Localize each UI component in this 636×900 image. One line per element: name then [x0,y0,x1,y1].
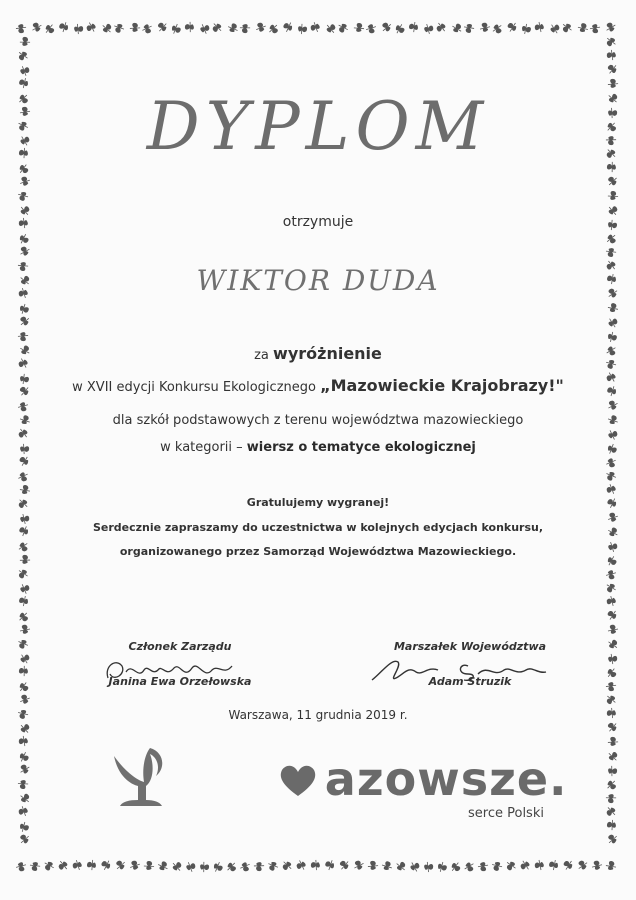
border-leaf [18,833,31,846]
border-leaf [608,78,619,88]
border-leaf [17,332,28,342]
congrats-text: Gratulujemy wygranej! [246,496,390,509]
border-leaf [18,665,29,677]
border-leaf [463,22,475,34]
border-leaf [18,402,29,412]
border-leaf [74,24,84,35]
slogan: serce Polski [468,806,544,821]
signature-right [360,640,580,688]
category-prefix: w kategorii – [160,440,247,455]
border-leaf [436,861,448,874]
border-leaf [310,859,320,870]
border-leaf [253,861,264,872]
border-leaf [491,23,504,35]
border-leaf [43,23,56,36]
border-leaf [239,861,251,872]
border-leaf [535,860,544,870]
border-leaf [548,858,560,871]
border-leaf [576,859,589,871]
border-leaf [101,22,114,35]
signature-left [70,640,290,688]
border-leaf [130,22,141,32]
scope-line: dla szkół podstawowych z terenu województwa mazowieckiego [112,413,524,428]
border-leaf [18,315,31,328]
border-leaf [225,861,238,874]
border-leaf [171,860,184,873]
border-leaf [604,21,616,33]
border-leaf [605,793,617,804]
border-leaf [490,860,503,872]
border-leaf [297,23,308,35]
border-leaf [607,302,620,314]
border-leaf [199,23,210,35]
border-leaf [535,22,544,32]
border-leaf [129,860,140,870]
border-leaf [561,858,574,871]
border-leaf [606,638,619,651]
border-leaf [338,858,351,871]
border-leaf [449,860,462,873]
border-leaf [114,859,127,872]
award-line [0,344,636,363]
contest-logo-icon [108,742,178,812]
border-leaf [31,21,43,33]
border-leaf [16,862,27,872]
border-leaf [549,22,561,35]
border-leaf [255,22,266,33]
border-leaf [85,21,96,33]
border-leaf [590,24,600,33]
border-leaf [29,861,41,873]
category-name: wiersz o tematyce ekologicznej [246,440,476,455]
border-leaf [519,859,531,872]
border-leaf [310,22,320,33]
border-leaf [605,247,617,259]
edition-prefix: w XVII edycji Konkursu Ekologicznego [72,380,321,395]
border-leaf [210,21,223,34]
border-leaf [435,21,447,34]
border-leaf [607,750,620,763]
contest-name: „Mazowieckie Krajobrazy!" [320,376,564,395]
border-leaf [606,682,617,692]
diploma-title: DYPLOM [146,88,490,165]
border-leaf [280,859,293,872]
border-leaf [227,21,240,34]
border-leaf [184,21,195,32]
border-leaf [17,751,30,764]
border-leaf [353,22,365,33]
border-leaf [42,859,55,872]
border-leaf [608,625,618,634]
border-leaf [86,859,97,871]
border-leaf [607,316,619,329]
border-leaf [16,567,29,580]
border-leaf [605,779,618,792]
border-leaf [605,666,618,679]
border-leaf [607,399,619,410]
border-leaf [17,680,30,693]
border-leaf [409,861,421,873]
border-leaf [325,22,338,35]
border-leaf [605,608,618,621]
border-leaf [17,427,29,440]
border-leaf [368,860,379,870]
border-leaf [607,190,619,201]
border-leaf [19,694,30,705]
border-leaf [424,862,434,873]
award-prefix: za [254,348,274,363]
border-leaf [560,21,573,34]
border-leaf [366,24,377,34]
right-signer-role: Marszałek Województwa [393,640,547,653]
border-leaf [606,570,617,580]
border-leaf [607,765,618,776]
border-leaf [480,23,490,32]
border-leaf [478,862,488,871]
border-leaf [239,23,251,34]
border-leaf [604,469,617,482]
border-leaf [408,21,420,33]
border-leaf [393,22,406,35]
contest-line [0,376,636,395]
mazowsze-logo [278,752,568,806]
border-leaf [18,821,30,834]
border-leaf [606,720,619,733]
border-leaf [19,176,30,186]
border-leaf [266,860,279,873]
border-leaf [607,596,616,606]
border-leaf [17,471,29,482]
border-leaf [607,50,617,61]
border-leaf [199,861,210,873]
border-leaf [156,20,169,33]
border-leaf [157,859,170,872]
border-leaf [18,594,30,607]
border-leaf [72,860,82,871]
border-leaf [57,859,70,872]
border-leaf [605,457,617,468]
border-leaf [20,65,31,76]
border-leaf [353,859,365,870]
border-leaf [170,23,183,36]
border-leaf [607,429,618,441]
border-leaf [99,858,112,871]
mazowsze-logo-text: azowsze. [324,752,568,806]
left-signer-name: Janina Ewa Orzełowska [108,675,252,688]
border-leaf [605,860,617,872]
border-leaf [592,861,602,870]
border-leaf [604,693,617,706]
place-and-date: Warszawa, 11 grudnia 2019 r. [228,708,408,722]
recipient-name: WIKTOR DUDA [196,264,440,297]
border-leaf [17,454,30,467]
border-leaf [281,20,294,33]
border-leaf [606,62,619,75]
border-leaf [577,22,590,34]
border-leaf [18,303,31,316]
border-leaf [19,583,30,595]
border-leaf [505,20,518,33]
border-leaf [608,736,619,746]
border-leaf [504,859,517,872]
border-leaf [17,233,30,246]
left-signer-role: Członek Zarządu [128,640,232,653]
border-leaf [380,21,393,34]
award-name: wyróżnienie [273,344,382,363]
border-leaf [450,21,463,34]
border-leaf [17,779,29,790]
border-leaf [463,861,475,873]
border-leaf [141,23,153,34]
border-leaf [18,806,28,817]
border-leaf [267,23,280,36]
border-leaf [17,611,30,624]
invite-text: Serdecznie zapraszamy do uczestnictwa w kolejnych edycjach konkursu, [92,521,544,534]
border-leaf [58,20,71,33]
organizer-text: organizowanego przez Samorząd Województwa Mazowieckiego. [119,545,517,558]
border-leaf [604,35,617,48]
border-leaf [381,860,394,873]
border-leaf [604,805,617,818]
border-leaf [20,625,30,634]
receives-text: otrzymuje [282,214,354,230]
border-leaf [606,833,619,846]
border-leaf [19,652,31,665]
border-leaf [16,190,29,202]
border-leaf [605,233,618,246]
border-leaf [211,861,224,874]
border-leaf [606,174,619,187]
border-leaf [18,763,30,775]
border-leaf [16,24,27,34]
border-leaf [18,792,31,805]
border-leaf [606,331,618,344]
border-leaf [19,245,31,257]
border-leaf [324,858,337,871]
border-leaf [143,860,155,871]
border-leaf [19,736,28,746]
border-leaf [112,22,125,35]
border-leaf [296,859,307,871]
border-leaf [395,860,408,873]
border-leaf [16,49,29,62]
border-leaf [604,581,617,594]
border-leaf [19,722,32,735]
border-leaf [608,654,617,664]
left-handwritten-signature [100,652,250,688]
border-leaf [606,483,617,494]
border-leaf [19,36,31,47]
border-leaf [424,24,434,35]
category-line [0,440,636,455]
border-leaf [16,637,29,650]
right-handwritten-signature [368,652,558,688]
border-leaf [336,21,349,34]
border-leaf [606,819,617,831]
border-leaf [520,23,532,36]
right-signer-name: Adam Struzik [428,675,512,688]
border-leaf [19,484,31,496]
border-leaf [186,861,197,872]
